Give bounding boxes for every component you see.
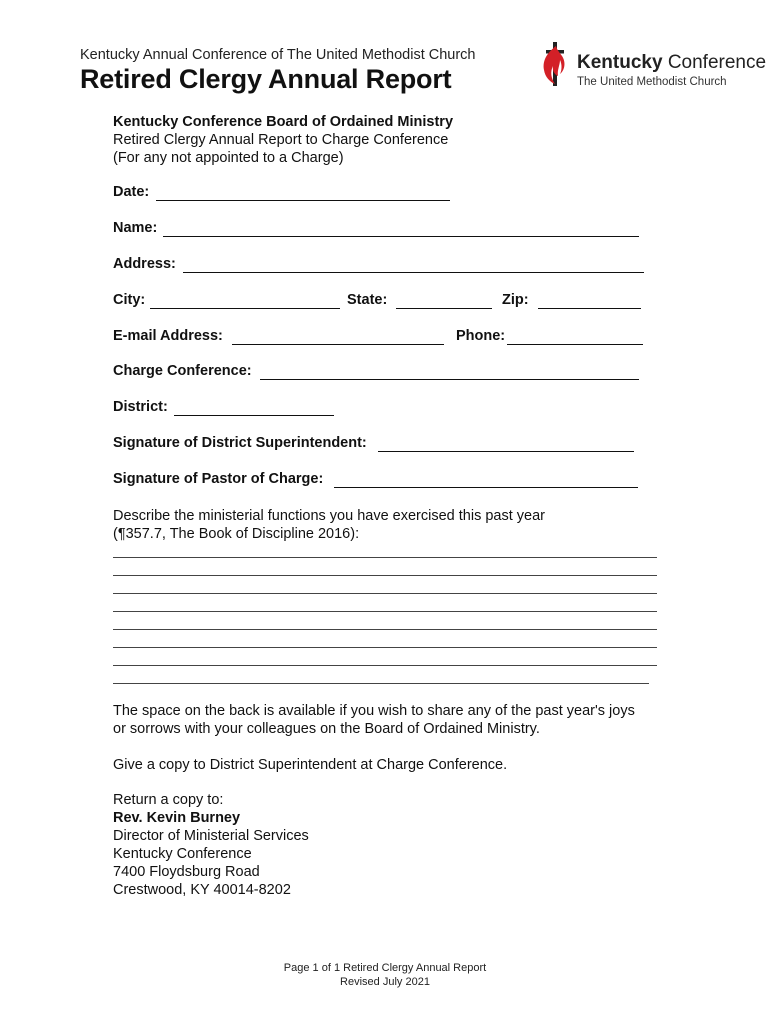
contact-street: 7400 Floydsburg Road <box>113 864 260 880</box>
address-field[interactable] <box>183 272 644 273</box>
contact-organization: Kentucky Conference <box>113 846 252 862</box>
back-space-note-line2: or sorrows with your colleagues on the Board of Ordained Ministry. <box>113 721 540 737</box>
describe-prompt-line2: (¶357.7, The Book of Discipline 2016): <box>113 526 360 542</box>
description-line-8[interactable] <box>113 683 649 684</box>
description-line-3[interactable] <box>113 593 657 594</box>
name-label: Name: <box>113 220 158 236</box>
district-superintendent-signature-label: Signature of District Superintendent: <box>113 435 367 451</box>
city-field[interactable] <box>150 308 340 309</box>
contact-city: Crestwood, KY 40014-8202 <box>113 882 291 898</box>
email-field[interactable] <box>232 344 444 345</box>
describe-prompt-line1: Describe the ministerial functions you have exercised this past year <box>113 508 545 524</box>
back-space-note-line1: The space on the back is available if you wish to share any of the past year's joys <box>113 703 635 719</box>
board-name: Kentucky Conference Board of Ordained Ministry <box>113 114 454 130</box>
report-subtitle: Retired Clergy Annual Report to Charge Conference <box>113 132 449 148</box>
back-space-note <box>113 702 635 738</box>
phone-label: Phone: <box>456 328 506 344</box>
description-line-2[interactable] <box>113 575 657 576</box>
logo-wordmark-regular: Conference <box>667 52 767 73</box>
district-field[interactable] <box>174 415 334 416</box>
return-label: Return a copy to: <box>113 792 224 808</box>
city-label: City: <box>113 292 146 308</box>
state-field[interactable] <box>396 308 492 309</box>
cross-and-flame-logo-icon <box>538 40 574 90</box>
pastor-signature-field[interactable] <box>334 487 638 488</box>
state-label: State: <box>347 292 388 308</box>
description-line-6[interactable] <box>113 647 657 648</box>
phone-field[interactable] <box>507 344 643 345</box>
address-label: Address: <box>113 256 176 272</box>
district-label: District: <box>113 399 168 415</box>
charge-conference-field[interactable] <box>260 379 639 380</box>
return-address <box>113 791 309 899</box>
contact-title: Director of Ministerial Services <box>113 828 309 844</box>
page-title: Retired Clergy Annual Report <box>80 64 452 94</box>
contact-name: Rev. Kevin Burney <box>113 810 241 826</box>
intro-block <box>113 113 453 167</box>
page-number: Page 1 of 1 Retired Clergy Annual Report <box>283 962 487 974</box>
charge-conference-label: Charge Conference: <box>113 363 252 379</box>
revision-date: Revised July 2021 <box>340 976 430 988</box>
logo-subtitle: The United Methodist Church <box>577 76 727 88</box>
report-note: (For any not appointed to a Charge) <box>113 150 344 166</box>
name-field[interactable] <box>163 236 639 237</box>
description-line-7[interactable] <box>113 665 657 666</box>
date-field[interactable] <box>156 200 450 201</box>
describe-prompt <box>113 507 545 543</box>
organization-line: Kentucky Annual Conference of The United Methodist Church <box>80 47 476 63</box>
email-label: E-mail Address: <box>113 328 223 344</box>
description-line-1[interactable] <box>113 557 657 558</box>
pastor-signature-label: Signature of Pastor of Charge: <box>113 471 324 487</box>
description-line-4[interactable] <box>113 611 657 612</box>
logo-wordmark <box>577 52 766 74</box>
zip-field[interactable] <box>538 308 641 309</box>
description-line-5[interactable] <box>113 629 657 630</box>
give-copy-note: Give a copy to District Superintendent at Charge Conference. <box>113 757 508 773</box>
page-footer <box>0 961 770 989</box>
zip-label: Zip: <box>502 292 529 308</box>
logo-wordmark-bold: Kentucky <box>577 52 663 73</box>
district-superintendent-signature-field[interactable] <box>378 451 634 452</box>
date-label: Date: <box>113 184 150 200</box>
